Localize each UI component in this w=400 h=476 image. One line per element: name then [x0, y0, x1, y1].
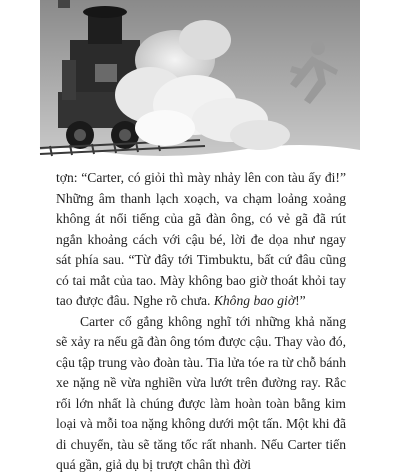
corner-mark: [58, 0, 70, 8]
paragraph-1-text: tợn: “Carter, có giỏi thì mày nhảy lên con tàu ấy đi!” Những âm thanh lạch xoạch, va chạm loảng xoảng không át nổi tiếng của gã đàn ông, có vẻ gã đã rút ngắn khoảng cách với cậu bé, lời đe dọa như ngay sát phía sau. “Từ đây tới Timbuktu, bất cứ đâu cũng có tai mắt của tao. Mày không bao giờ thoát khỏi tay tao được đâu. Nghe rõ chưa.: [56, 170, 346, 308]
story-text: [56, 168, 346, 476]
paragraph-2: Carter cố gắng không nghĩ tới những khả năng sẽ xảy ra nếu gã đàn ông tóm được cậu. Thay vào đó, cậu tập trung vào đoàn tàu. Tia lửa tóe ra từ chỗ bánh xe nặng nề vừa nghiền vừa lướt trên đường ray. Rắc rối lớn nhất là chúng được làm hoàn toàn bằng kim loại và mỗi toa nặng không dưới một tấn. Một khi đã di chuyển, tàu sẽ tăng tốc rất nhanh. Nếu Carter tiến quá gần, giả dụ bị trượt chân thì đời: [56, 313, 346, 472]
paragraph-1-tail: !”: [295, 293, 306, 308]
paragraph-1: [56, 168, 346, 312]
book-illustration: [0, 0, 400, 160]
paragraph-1-emphasis: Không bao giờ: [213, 293, 296, 308]
